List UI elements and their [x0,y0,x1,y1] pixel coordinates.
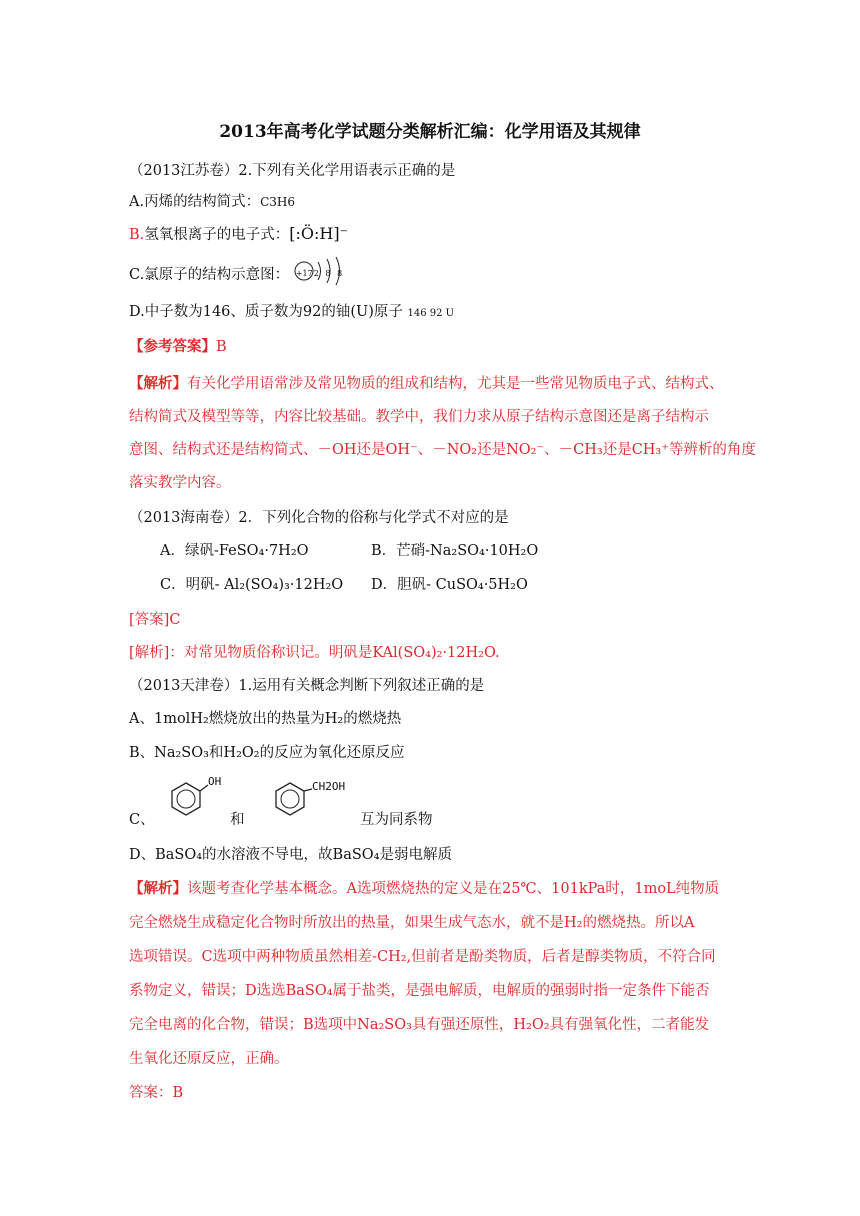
q1-option-d-text: D.中子数为146、质子数为92的铀(U)原子 [129,304,403,320]
q3-analysis-label: 【解析】 [129,880,187,897]
q2-analysis: [解析]：对常见物质俗称识记。明矾是KAl(SO₄)₂·12H₂O. [129,645,500,661]
q1-answer [129,337,227,357]
q1-option-b [129,224,348,245]
q1-analysis-line-2: 结构简式及模型等等，内容比较基础。教学中，我们力求从原子结构示意图还是离子结构示 [129,409,709,425]
q1-analysis-label: 【解析】 [129,375,187,392]
q2-option-a: A．绿矾-FeSO₄·7H₂O [160,543,309,559]
q1-option-a-formula: C3H6 [260,195,296,209]
phenol-oh-label: OH [208,775,222,788]
q3-option-c-prefix: C、 [129,812,155,828]
q2-option-c: C．明矾- Al₂(SO₄)₃·12H₂O [160,577,344,593]
q3-analysis-line-6: 生氧化还原反应，正确。 [129,1051,289,1067]
q3-option-c-and: 和 [230,812,245,828]
q3-option-d: D、BaSO₄的水溶液不导电，故BaSO₄是弱电解质 [129,847,452,863]
q1-option-b-text: 氢氧根离子的电子式： [144,227,290,243]
q2-answer: [答案]C [129,612,181,628]
q1-option-c [129,260,354,290]
q1-answer-label: 【参考答案】 [129,338,216,355]
chlorine-shell-electrons: 2 8 8 [313,269,345,278]
q1-option-a [129,192,295,212]
q1-option-b-letter: B. [129,227,145,243]
q1-analysis-line-3: 意图、结构式还是结构简式、－OH还是OH⁻、－NO₂还是NO₂⁻、－CH₃还是CH₃⁺等辨析的角度 [129,442,756,458]
q1-option-d-nuclide: 146 92 U [407,308,455,319]
chlorine-nucleus-label: +17 [295,269,313,278]
q2-stem: （2013海南卷）2．下列化合物的俗称与化学式不对应的是 [129,510,509,526]
q1-stem: （2013江苏卷）2.下列有关化学用语表示正确的是 [129,163,456,179]
q3-analysis-line-2: 完全燃烧生成稳定化合物时所放出的热量，如果生成气态水，就不是H₂的燃烧热。所以A [129,915,695,931]
q1-option-d [129,302,454,324]
q3-analysis-line-3: 选项错误。C选项中两种物质虽然相差-CH₂,但前者是酚类物质，后者是醇类物质，不符合同 [129,949,716,965]
q3-analysis-line-5: 完全电离的化合物，错误；B选项中Na₂SO₃具有强还原性，H₂O₂具有强氧化性，二者能发 [129,1017,710,1033]
q3-option-c-suffix: 互为同系物 [360,812,433,828]
q3-analysis-line-1 [129,879,719,899]
q1-analysis-line-1 [129,374,724,394]
q3-stem: （2013天津卷）1.运用有关概念判断下列叙述正确的是 [129,678,485,694]
q3-analysis-line-4: 系物定义，错误；D选选BaSO₄属于盐类，是强电解质，电解质的强弱时指一定条件下能否 [129,983,710,999]
q3-option-b: B、Na₂SO₃和H₂O₂的反应为氧化还原反应 [129,745,405,761]
q3-analysis-text-1: 该题考查化学基本概念。A选项燃烧热的定义是在25℃、101kPa时，1moL纯物质 [187,881,720,897]
q2-option-d: D．胆矾- CuSO₄·5H₂O [371,577,528,593]
chlorine-atom-structure-diagram [294,260,354,290]
q3-option-a: A、1molH₂燃烧放出的热量为H₂的燃烧热 [129,711,402,727]
q2-option-b: B．芒硝-Na₂SO₄·10H₂O [371,543,539,559]
q1-answer-value: B [216,339,227,355]
q3-answer: 答案：B [129,1085,184,1101]
q1-option-a-text: A.丙烯的结构简式： [129,194,261,210]
benzyl-ch2oh-label: CH2OH [312,780,346,793]
q1-option-b-formula: [:Ö:H]⁻ [289,224,349,243]
benzyl-alcohol-structure [268,773,368,823]
q1-analysis-line-4: 落实教学内容。 [129,475,231,491]
document-title: 2013年高考化学试题分类解析汇编：化学用语及其规律 [219,122,641,142]
q1-option-c-text: C.氯原子的结构示意图： [129,267,290,283]
q1-analysis-text-1: 有关化学用语常涉及常见物质的组成和结构，尤其是一些常见物质电子式、结构式、 [187,376,724,392]
